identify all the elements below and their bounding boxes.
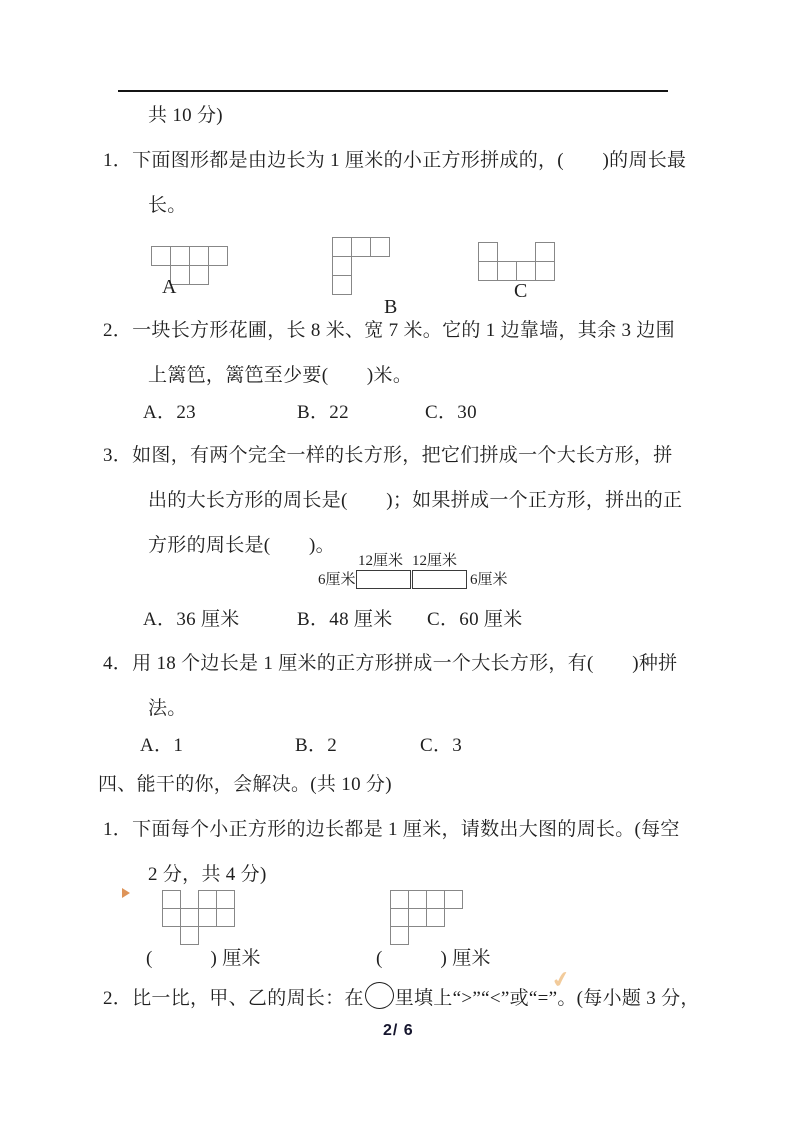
page-number: 2/ 6 [383,1022,414,1039]
orange-mark-artifact [122,888,130,898]
q1-line1: 1．下面图形都是由边长为 1 厘米的小正方形拼成的，( )的周长最 [103,150,687,171]
q2-line2: 上篱笆，篱笆至少要( )米。 [148,365,413,386]
q4-option-c: C．3 [420,735,463,756]
s4-q1-line1: 1．下面每个小正方形的边长都是 1 厘米，请数出大图的周长。(每空 [103,819,680,840]
s4-q2-text-before-circle: 2．比一比，甲、乙的周长：在 [103,988,364,1009]
q4-option-a: A．1 [140,735,184,756]
q3-option-a: A．36 厘米 [143,609,240,630]
rect1-top-dim-label: 12厘米 [358,553,404,569]
q4-option-b: B．2 [295,735,338,756]
q2-option-c: C．30 [425,402,477,423]
q3-option-b: B．48 厘米 [297,609,393,630]
section4-title: 四、能干的你，会解决。(共 10 分) [98,774,392,795]
q4-line1: 4．用 18 个边长是 1 厘米的正方形拼成一个大长方形，有( )种拼 [103,653,678,674]
answer-blank-right: ( ) 厘米 [376,948,491,969]
rect2-top-dim-label: 12厘米 [412,553,458,569]
orange-check-artifact: ✔ [549,966,573,995]
compare-circle-blank [365,982,394,1009]
q4-line2: 法。 [148,698,187,719]
q2-line1: 2．一块长方形花圃，长 8 米、宽 7 米。它的 1 边靠墙，其余 3 边围 [103,320,675,341]
q2-option-a: A．23 [143,402,196,423]
answer-blank-left: ( ) 厘米 [146,948,261,969]
rectangle-1 [356,570,411,589]
figure-a-label: A [162,276,177,298]
q3-line1: 3．如图，有两个完全一样的长方形，把它们拼成一个大长方形，拼 [103,445,673,466]
q2-option-b: B．22 [297,402,349,423]
rectangle-2 [412,570,467,589]
figure-b-label: B [384,296,398,318]
s4-q2-line [103,982,700,1012]
q3-line2: 出的大长方形的周长是( )；如果拼成一个正方形，拼出的正 [148,490,683,511]
q3-line3: 方形的周长是( )。 [148,535,335,556]
s4-q2-text-after-circle: 里填上“>”“<”或“=”。(每小题 3 分， [394,988,700,1009]
header-rule [118,90,668,92]
s4-q1-line2: 2 分，共 4 分) [148,864,267,885]
rect2-right-dim-label: 6厘米 [470,572,508,588]
rect1-left-dim-label: 6厘米 [318,572,356,588]
carryover-score-text: 共 10 分) [148,105,223,126]
q3-option-c: C．60 厘米 [427,609,523,630]
q1-line2: 长。 [148,195,187,216]
figure-c-label: C [514,280,528,302]
